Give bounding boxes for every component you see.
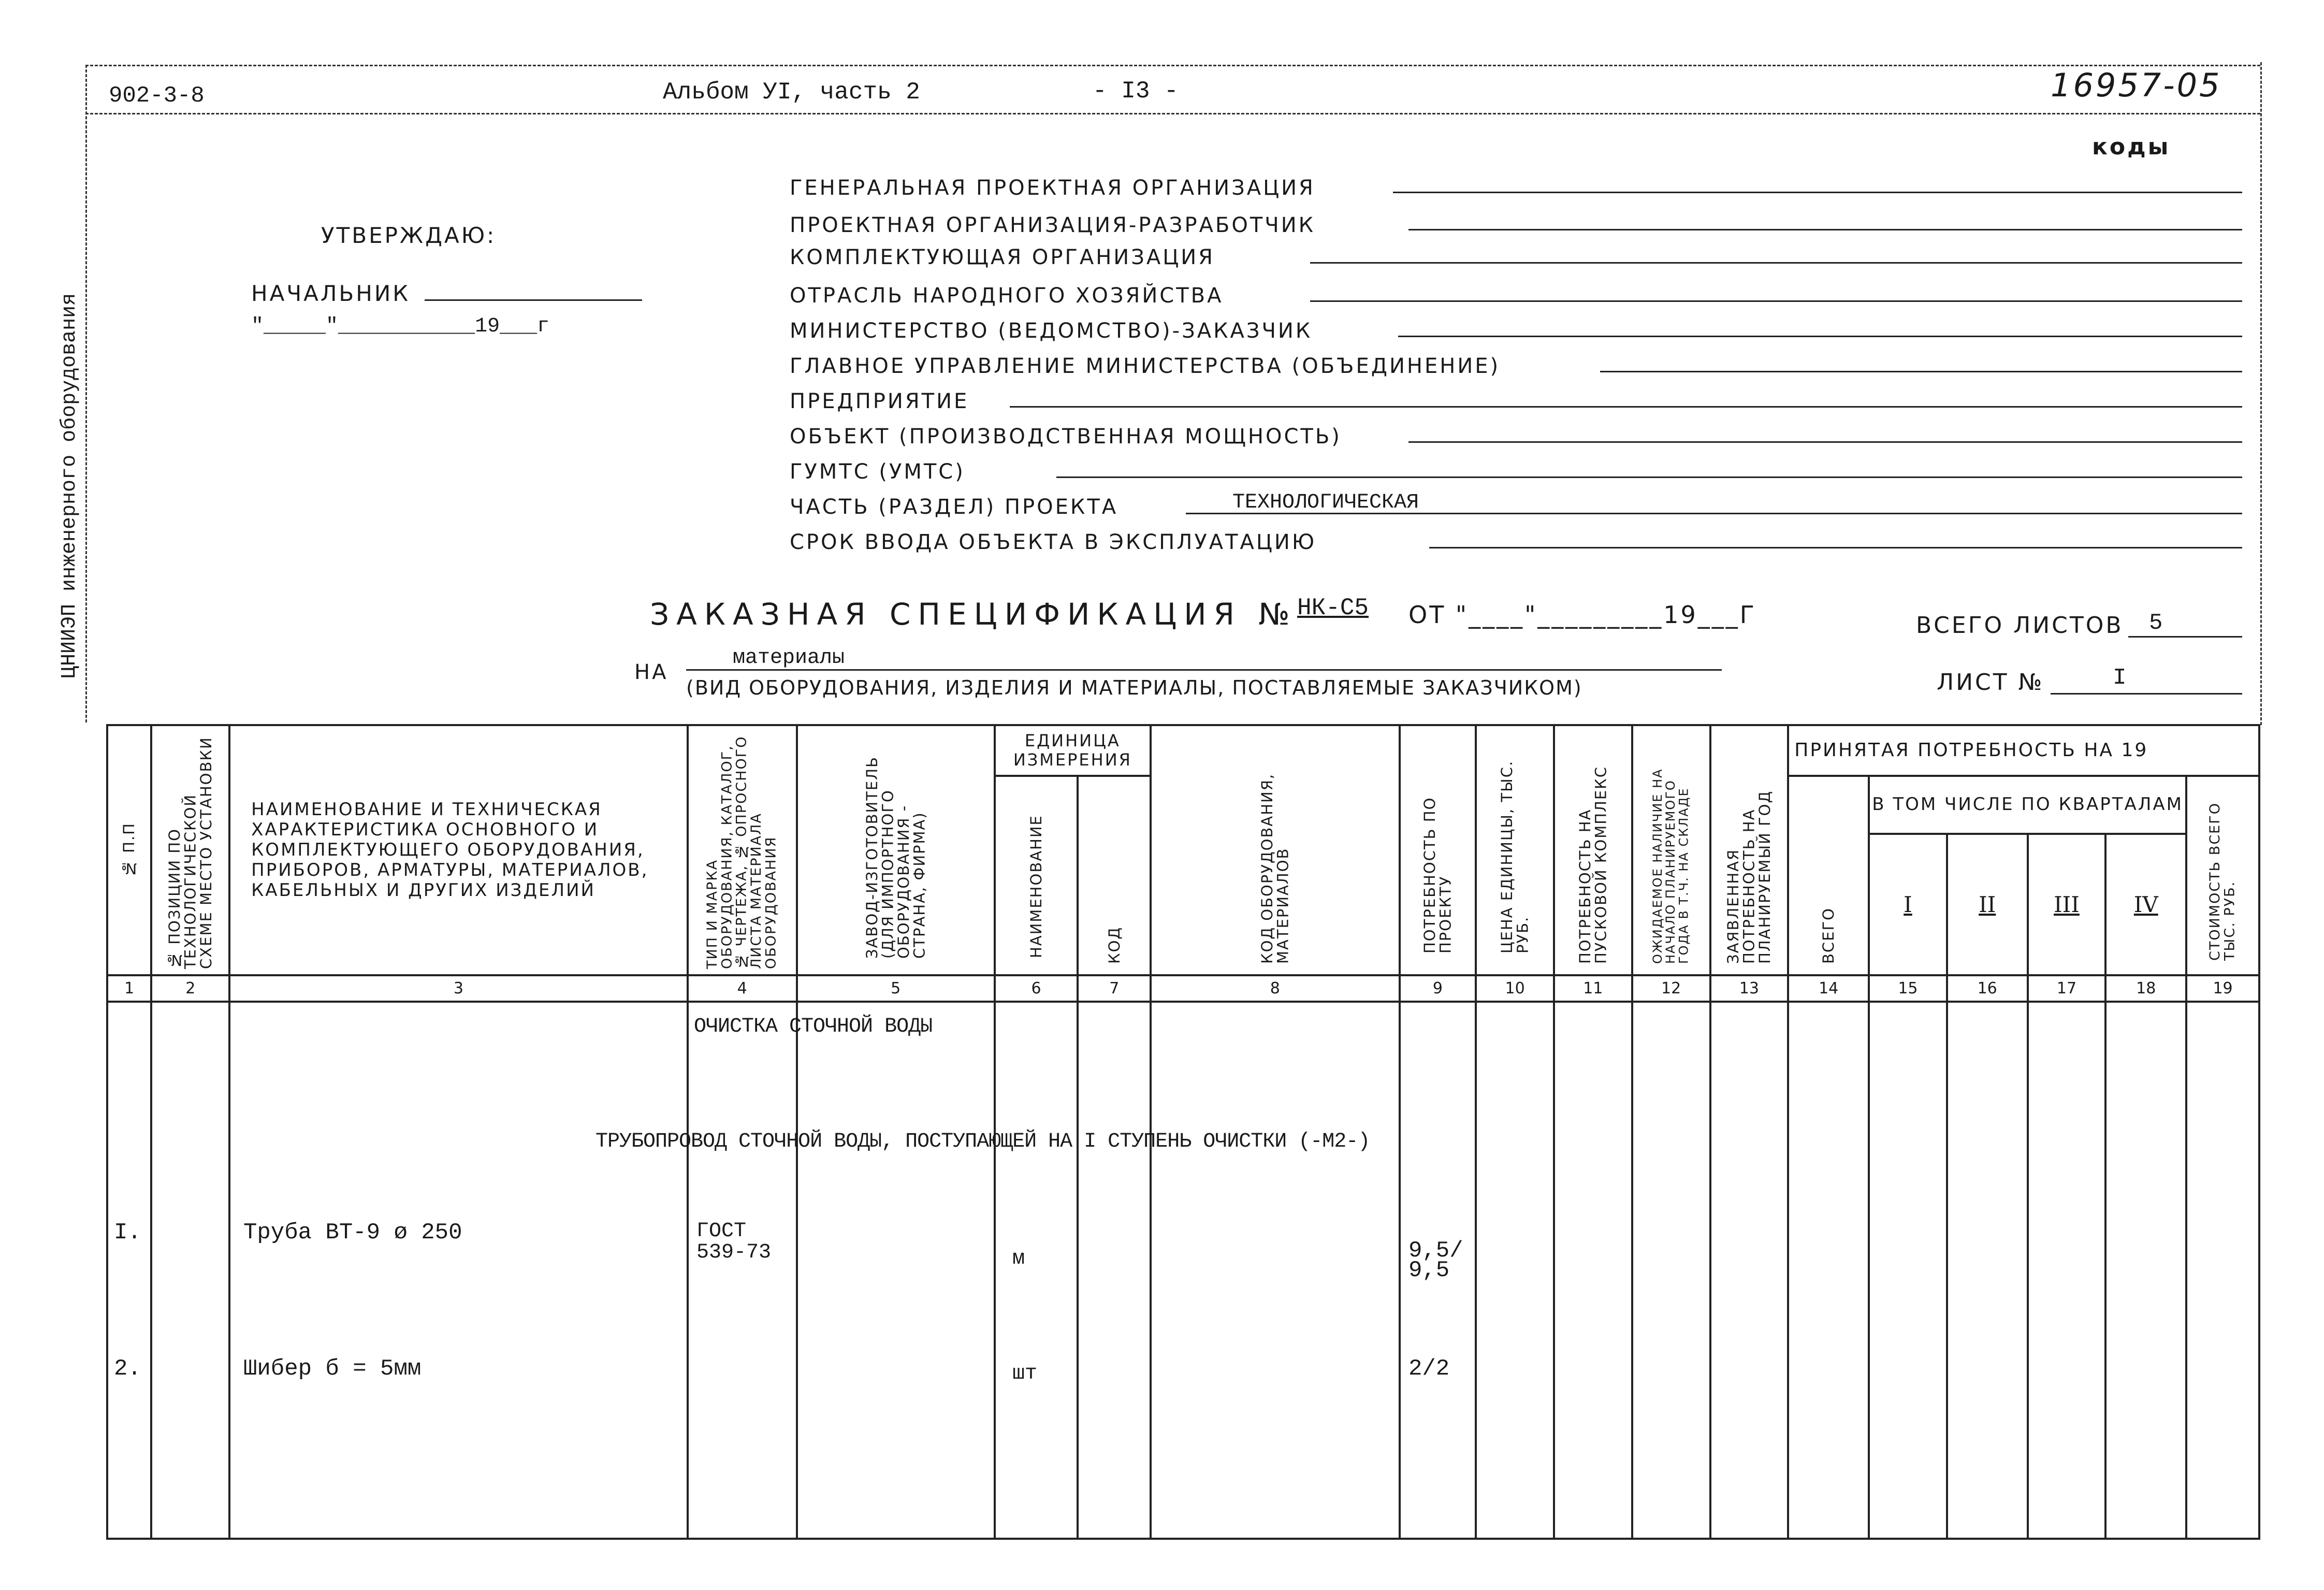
col-number: 2	[151, 975, 229, 1002]
subsection-title: ТРУБОПРОВОД СТОЧНОЙ ВОДЫ, ПОСТУПАЮЩЕЙ НА I СТУПЕНЬ ОЧИСТКИ (-М2-)	[595, 1130, 1370, 1153]
total-sheets-label: ВСЕГО ЛИСТОВ	[1916, 612, 2124, 639]
row-need-line1: 9,5/	[1408, 1238, 1463, 1264]
sheet-value: I	[2113, 665, 2127, 691]
org-field-label: СРОК ВВОДА ОБЪЕКТА В ЭКСПЛУАТАЦИЮ	[790, 530, 1317, 554]
org-field-label: ПРОЕКТНАЯ ОРГАНИЗАЦИЯ-РАЗРАБОТЧИК	[790, 213, 1316, 237]
col-header-3: НАИМЕНОВАНИЕ И ТЕХНИЧЕСКАЯ ХАРАКТЕРИСТИКА ОСНОВНОГО И КОМПЛЕКТУЮЩЕГО ОБОРУДОВАНИЯ, ПРИБОРОВ, АРМАТУРЫ, МАТЕРИАЛОВ, КАБЕЛЬНЫХ И ДРУГИХ ИЗДЕЛИЙ	[229, 725, 687, 975]
col-header-1: № П.П	[107, 725, 151, 975]
col-header-5: ЗАВОД-ИЗГОТОВИТЕЛЬ (ДЛЯ ИМПОРТНОГО ОБОРУДОВАНИЯ - СТРАНА, ФИРМА)	[797, 725, 995, 975]
spec-title: ЗАКАЗНАЯ СПЕЦИФИКАЦИЯ №	[650, 597, 1297, 632]
header-row	[107, 725, 2259, 776]
section-title: ОЧИСТКА СТОЧНОЙ ВОДЫ	[694, 1015, 933, 1038]
org-field-line	[1408, 229, 2242, 230]
col-number: 5	[797, 975, 995, 1002]
col-number: 15	[1869, 975, 1947, 1002]
frame-header-line	[85, 113, 2260, 114]
org-field-label: КОМПЛЕКТУЮЩАЯ ОРГАНИЗАЦИЯ	[790, 245, 1215, 269]
col-header-14: ВСЕГО	[1788, 776, 1869, 975]
row-unit: шт	[1012, 1362, 1038, 1385]
org-field-label: ГУМТС (УМТС)	[790, 460, 965, 484]
row-need: 2/2	[1408, 1356, 1450, 1382]
org-field-label: ОТРАСЛЬ НАРОДНОГО ХОЗЯЙСТВА	[790, 284, 1224, 308]
org-field-label: МИНИСТЕРСТВО (ВЕДОМСТВО)-ЗАКАЗЧИК	[790, 319, 1313, 343]
doc-code: 902-3-8	[109, 83, 205, 109]
approval-date: "_____"___________19___г	[251, 315, 550, 338]
row-name: Шибер б = 5мм	[243, 1356, 422, 1382]
org-field-label: ОБЪЕКТ (ПРОИЗВОДСТВЕННАЯ МОЩНОСТЬ)	[790, 425, 1342, 449]
col-header-unit-group: ЕДИНИЦА ИЗМЕРЕНИЯ	[995, 725, 1151, 776]
col-header-19: СТОИМОСТЬ ВСЕГО ТЫС. РУБ.	[2186, 776, 2259, 975]
col-number: 13	[1710, 975, 1789, 1002]
col-number: 14	[1788, 975, 1869, 1002]
col-header-13: ЗАЯВЛЕННАЯ ПОТРЕБНОСТЬ НА ПЛАНИРУЕМЫЙ ГОД	[1710, 725, 1789, 975]
col-number: 7	[1078, 975, 1151, 1002]
frame-left-line	[85, 65, 87, 722]
col-header-4: ТИП И МАРКА ОБОРУДОВАНИЯ, КАТАЛОГ, № ЧЕРТЕЖА, № ОПРОСНОГО ЛИСТА МАТЕРИАЛА ОБОРУДОВАНИЯ	[688, 725, 797, 975]
org-field-label: ПРЕДПРИЯТИЕ	[790, 389, 969, 413]
org-field-line	[1056, 476, 2242, 478]
col-header-17: III	[2028, 834, 2106, 975]
org-field-line	[1600, 371, 2242, 372]
col-number: 4	[688, 975, 797, 1002]
album-label: Альбом УI, часть 2	[663, 79, 920, 106]
org-field-line	[1186, 513, 2242, 514]
frame-right-line	[2260, 62, 2262, 725]
codes-label: коды	[2092, 134, 2171, 160]
approval-title: УТВЕРЖДАЮ:	[321, 223, 497, 248]
col-header-18: IV	[2105, 834, 2186, 975]
col-header-6: НАИМЕНОВАНИЕ	[995, 776, 1078, 975]
spec-number: НК-С5	[1297, 595, 1369, 621]
project-part-value: ТЕХНОЛОГИЧЕСКАЯ	[1232, 491, 1419, 514]
spec-date: ОТ "____"_________19___Г	[1408, 601, 1756, 629]
total-sheets-value: 5	[2149, 610, 2163, 636]
col-header-2: № ПОЗИЦИИ ПО ТЕХНОЛОГИЧЕСКОЙ СХЕМЕ МЕСТО УСТАНОВКИ	[151, 725, 229, 975]
org-field-line	[1408, 441, 2242, 443]
col-number: 19	[2186, 975, 2259, 1002]
col-header-accepted-group: ПРИНЯТАЯ ПОТРЕБНОСТЬ НА 19	[1788, 725, 2259, 776]
org-field-line	[1310, 300, 2242, 302]
col-header-7: КОД	[1078, 776, 1151, 975]
col-header-16: II	[1947, 834, 2028, 975]
page-number: - I3 -	[1093, 78, 1179, 105]
col-header-9: ПОТРЕБНОСТЬ ПО ПРОЕКТУ	[1400, 725, 1476, 975]
chief-signature-line	[425, 299, 642, 301]
col-number: 12	[1632, 975, 1710, 1002]
row-unit: м	[1012, 1247, 1025, 1270]
col-number: 11	[1554, 975, 1632, 1002]
org-field-label: ГЛАВНОЕ УПРАВЛЕНИЕ МИНИСТЕРСТВА (ОБЪЕДИНЕНИЕ)	[790, 354, 1501, 378]
row-type-line2: 539-73	[696, 1241, 772, 1264]
total-sheets-line	[2128, 636, 2242, 638]
col-header-15: I	[1869, 834, 1947, 975]
org-field-line	[1010, 406, 2242, 408]
col-number: 6	[995, 975, 1078, 1002]
col-header-11: ПОТРЕБНОСТЬ НА ПУСКОВОЙ КОМПЛЕКС	[1554, 725, 1632, 975]
org-field-line	[1398, 336, 2242, 337]
org-field-label: ЧАСТЬ (РАЗДЕЛ) ПРОЕКТА	[790, 495, 1119, 519]
col-number: 10	[1476, 975, 1554, 1002]
spec-on-value: материалы	[733, 646, 845, 670]
inventory-number: 16957-05	[2051, 66, 2222, 104]
table-body-row	[107, 1002, 2259, 1539]
col-number: 8	[1151, 975, 1399, 1002]
col-number: 17	[2028, 975, 2106, 1002]
col-number: 1	[107, 975, 151, 1002]
frame-top-line	[85, 65, 2260, 66]
spec-on-hint: (ВИД ОБОРУДОВАНИЯ, ИЗДЕЛИЯ И МАТЕРИАЛЫ, ПОСТАВЛЯЕМЫЕ ЗАКАЗЧИКОМ)	[686, 676, 1582, 699]
org-field-line	[1429, 547, 2242, 548]
col-number: 16	[1947, 975, 2028, 1002]
spec-on-line	[686, 669, 1722, 671]
org-field-line	[1310, 262, 2242, 264]
col-number: 3	[229, 975, 687, 1002]
row-number: 2.	[114, 1356, 141, 1382]
row-need-line2: 9,5	[1408, 1257, 1450, 1283]
row-name: Труба ВТ-9 ø 250	[243, 1220, 462, 1246]
col-header-quarter-group: В ТОМ ЧИСЛЕ ПО КВАРТАЛАМ	[1869, 776, 2186, 834]
col-number: 18	[2105, 975, 2186, 1002]
col-header-8: КОД ОБОРУДОВАНИЯ, МАТЕРИАЛОВ	[1151, 725, 1399, 975]
row-number: I.	[114, 1220, 141, 1246]
spec-on-label: НА	[634, 660, 669, 684]
col-header-10: ЦЕНА ЕДИНИЦЫ, ТЫС. РУБ.	[1476, 725, 1554, 975]
sidebar-org-text: ЦНИИЭП инженерного оборудования	[58, 293, 81, 678]
approval-chief: НАЧАЛЬНИК	[251, 281, 411, 306]
col-header-12: ОЖИДАЕМОЕ НАЛИЧИЕ НА НАЧАЛО ПЛАНИРУЕМОГО ГОДА В Т.Ч. НА СКЛАДЕ	[1632, 725, 1710, 975]
row-type-line1: ГОСТ	[696, 1220, 747, 1243]
sheet-line	[2051, 693, 2242, 695]
column-number-row	[107, 975, 2259, 1002]
org-field-line	[1393, 192, 2242, 193]
org-field-label: ГЕНЕРАЛЬНАЯ ПРОЕКТНАЯ ОРГАНИЗАЦИЯ	[790, 176, 1315, 200]
sheet-label: ЛИСТ №	[1937, 669, 2044, 696]
col-number: 9	[1400, 975, 1476, 1002]
